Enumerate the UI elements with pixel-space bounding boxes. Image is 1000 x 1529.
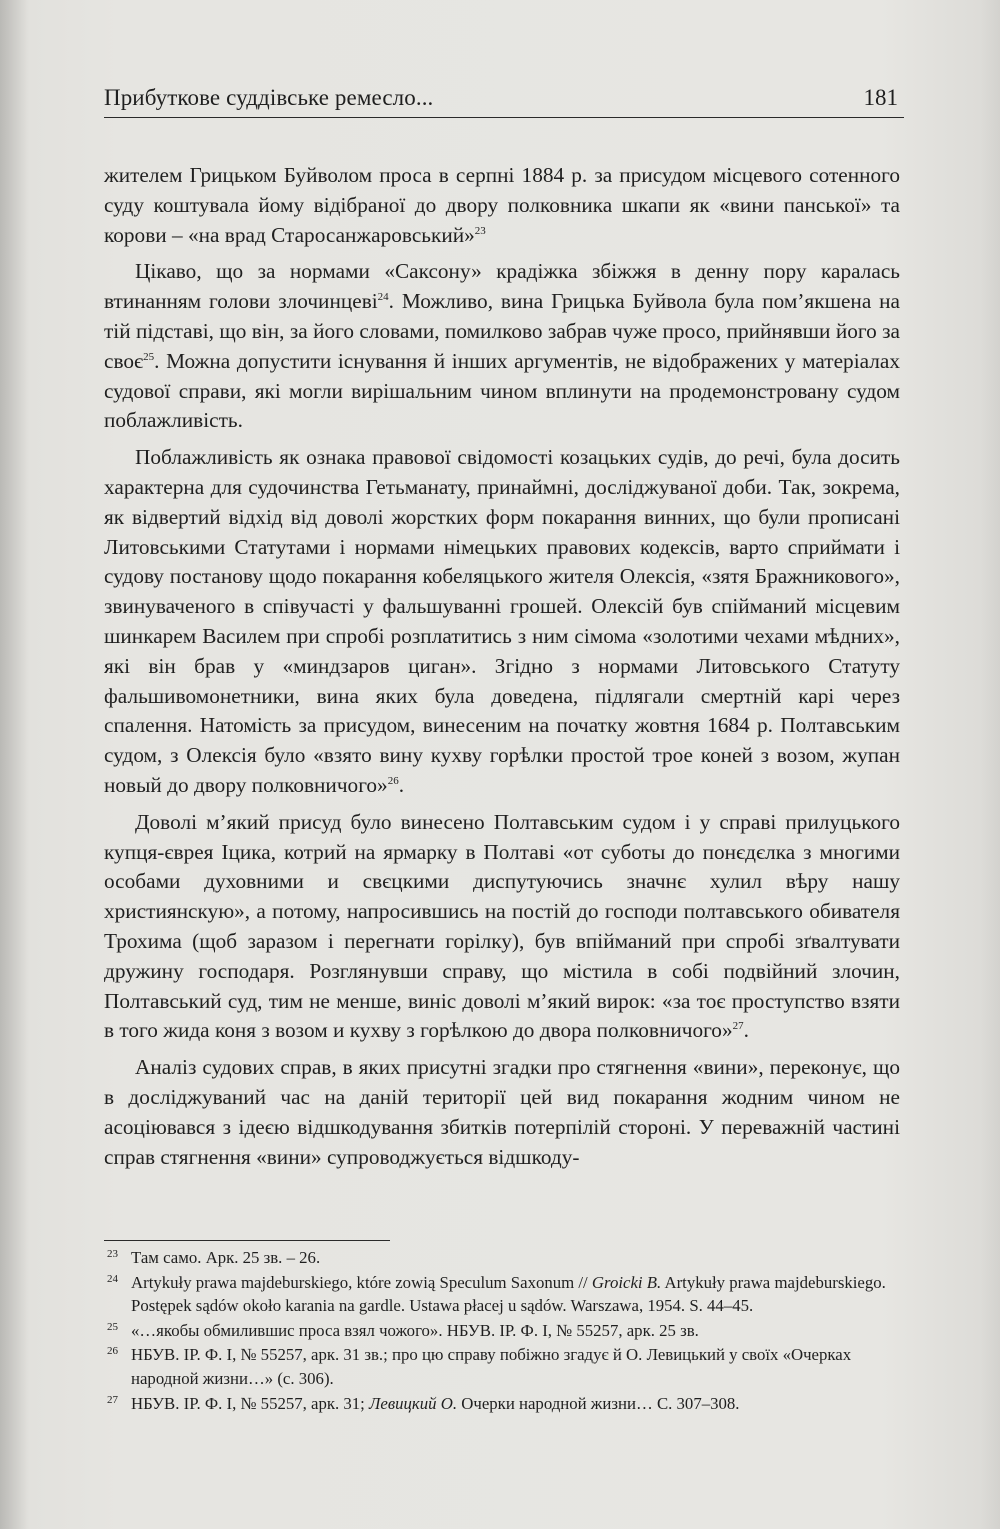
footnote-text-part: Artykuły prawa majdeburskiego, które zowią Speculum Saxonum //	[131, 1272, 592, 1292]
footnote-text-part: НБУВ. ІР. Ф. І, № 55257, арк. 31;	[131, 1393, 370, 1413]
paragraph-text: Поблажливість як ознака правової свідомості козацьких судів, до речі, була досить характерна для судочинства Гетьманату, принаймні, досліджуваної доби. Так, зокрема, як відвертий відхід від доволі жорстких форм покарання винних, що були прописані Литовськими Статутами і нормами німецьких правових кодексів, варто сприймати і судову постанову щодо покарання кобеляцького жителя Олексія, «зятя Бражникового», звинуваченого в співучасті у фальшуванні грошей. Олексій був спійманий місцевим шинкарем Василем при спробі розплатитись з ним сімома «золотими чехами мѣдних», які він брав у «миндзаров циган». Згідно з нормами Литовського Статуту фальшивомонетники, вина яких була доведена, підлягали смертній карі через спалення. Натомість за присудом, винесеним на початку жовтня 1684 р. Полтавським судом, з Олексія було «взято вину кухву горѣлки простой трое коней з возом, жупан новый до двору полковничого»	[104, 445, 900, 797]
footnote-text	[131, 1392, 900, 1416]
paragraph	[104, 443, 900, 801]
footnote	[104, 1343, 900, 1390]
paragraph-text: Доволі м’який присуд було винесено Полтавським судом і у справі прилуцького купця-єврея Іцика, котрий на ярмарку в Полтаві «от суботы до понєдєлка з многими особами духовними и свєцкими диспутуючись значнє хулил вѣру нашу християнскую», а потому, напросившись на постій до господи полтавського обивателя Трохима (щоб заразом і перегнати горілку), був впійманий при спробі зґвалтувати дружину господаря. Розглянувши справу, що містила в собі подвійний злочин, Полтавський суд, тим не менше, виніс доволі м’який вирок: «за тоє проступство взяти в того жида коня з возом и кухву з горѣлкою до двора полковничого»	[104, 809, 900, 1043]
footnote	[104, 1319, 900, 1343]
footnote-author: Левицкий О.	[369, 1393, 458, 1413]
page-number: 181	[863, 85, 898, 110]
footnote-ref: 27	[732, 1020, 744, 1033]
footnote-ref: 23	[474, 224, 486, 237]
main-text	[104, 161, 900, 1179]
footnote-text	[131, 1271, 900, 1318]
footnote-ref: 25	[143, 350, 155, 363]
footnote-author: Groicki B.	[591, 1272, 662, 1292]
paragraph	[104, 161, 900, 250]
paragraph	[104, 808, 900, 1046]
footnote-number: 27	[107, 1393, 118, 1406]
footnote-number: 23	[107, 1248, 118, 1260]
footnote-text: Там само. Арк. 25 зв. – 26.	[131, 1248, 321, 1267]
footnote-ref: 26	[387, 774, 399, 787]
paragraph-text: . Можна допустити існування й інших аргументів, не відображених у матеріалах судової справи, які могли вирішальним чином вплинути на продемонстровану судом поблажливість.	[104, 348, 900, 433]
running-header	[104, 83, 904, 118]
footnote	[104, 1392, 900, 1416]
paragraph-text: Аналіз судових справ, в яких присутні згадки про стягнення «вини», переконує, що в досліджуваний час на даній території цей вид покарання жодним чином не асоціювався з ідеєю відшкодування збитків потерпілій стороні. У переважній частині справ стягнення «вини» супроводжується відшкоду-	[104, 1055, 900, 1169]
paragraph-text: жителем Грицьком Буйволом проса в серпні 1884 р. за присудом місцевого сотенного суду коштувала йому відібраної до двору полковника шкапи як «вини панської» та корови – «на врад Старосанжаровський»	[104, 163, 900, 247]
paragraph-text: .	[743, 1018, 749, 1043]
footnote-number: 24	[107, 1272, 118, 1285]
footnote-number: 25	[107, 1320, 118, 1333]
paragraph-text: . Можливо, вина Грицька Буйвола була пом’якшена на тій підставі, що він, за його словами, помилково забрав чуже просо, прийнявши його за своє	[104, 289, 901, 373]
footnote	[104, 1271, 900, 1318]
footnote-number: 26	[107, 1345, 118, 1358]
footnote-divider	[104, 1240, 390, 1241]
paragraph-text: Цікаво, що за нормами «Саксону» крадіжка збіжжя в денну пору каралась втинанням голови злочинцеві	[104, 259, 900, 314]
footnote-text-part: Очерки народной жизни… С. 307–308.	[457, 1393, 740, 1413]
paragraph	[104, 1053, 900, 1172]
page-gutter-shadow	[0, 0, 28, 1529]
footnote-text: «…якобы обмилившис проса взял чожого». НБУВ. ІР. Ф. І, № 55257, арк. 25 зв.	[131, 1320, 699, 1340]
paragraph-text: .	[398, 772, 405, 797]
footnote-ref: 24	[377, 291, 389, 304]
footnote-text-part: Artykuły prawa majdeburskiego. Postępek sądów około karania na gardle. Ustawa płacej u sądów. Warszawa, 1954. S. 44–45.	[131, 1272, 886, 1316]
footnotes	[104, 1246, 900, 1416]
footnote-text: НБУВ. ІР. Ф. І, № 55257, арк. 31 зв.; про цю справу побіжно згадує й О. Левицький у своїх «Очерках народной жизни…» (с. 306).	[131, 1345, 852, 1388]
paragraph	[104, 257, 900, 436]
footnote	[104, 1246, 900, 1270]
running-title: Прибуткове суддівське ремесло...	[104, 85, 434, 110]
